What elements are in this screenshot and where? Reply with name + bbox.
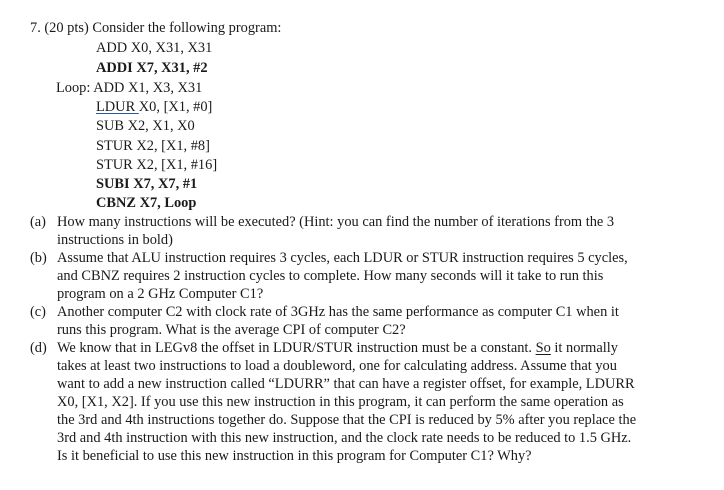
ldur-mnemonic: LDUR	[96, 99, 139, 115]
code-line-3	[56, 80, 202, 97]
part-d-line-1	[57, 340, 618, 357]
code-line-4	[96, 99, 212, 116]
part-d-line-3: want to add a new instruction called “LDURR” that can have a register offset, for example, LDURR	[57, 376, 635, 392]
part-d-line-7: Is it beneficial to use this new instruction in this program for Computer C1? Why?	[57, 448, 532, 464]
part-d-so-underlined: So	[535, 340, 551, 356]
part-b-line-3: program on a 2 GHz Computer C1?	[57, 286, 264, 302]
part-c-line-2: runs this program. What is the average CPI of computer C2?	[57, 322, 406, 338]
code-line-3-instr: ADD X1, X3, X31	[93, 80, 203, 96]
part-a-label: (a)	[30, 214, 46, 230]
ldur-operands: X0, [X1, #0]	[138, 99, 213, 115]
code-line-6: STUR X2, [X1, #8]	[96, 138, 210, 154]
part-d-line-1-post: it normally	[550, 340, 618, 356]
part-b-label: (b)	[30, 250, 47, 266]
code-line-2: ADDI X7, X31, #2	[96, 60, 208, 76]
code-line-1: ADD X0, X31, X31	[96, 40, 213, 56]
code-line-9: CBNZ X7, Loop	[96, 195, 197, 211]
code-line-8: SUBI X7, X7, #1	[96, 176, 198, 192]
part-a-line-1: How many instructions will be executed? (Hint: you can find the number of iterations from the 3	[57, 214, 615, 230]
part-d-line-1-pre: We know that in LEGv8 the offset in LDUR/STUR instruction must be a constant.	[57, 340, 536, 356]
part-b-line-1: Assume that ALU instruction requires 3 cycles, each LDUR or STUR instruction requires 5 cycles,	[57, 250, 628, 266]
code-line-5: SUB X2, X1, X0	[96, 118, 195, 134]
part-d-line-4: X0, [X1, X2]. If you use this new instruction in this program, it can perform the same operation as	[57, 394, 624, 410]
loop-label: Loop:	[56, 80, 91, 96]
part-d-label: (d)	[30, 340, 47, 356]
part-d-line-5: the 3rd and 4th instructions together do. Suppose that the CPI is reduced by 5% after you replace the	[57, 412, 637, 428]
part-c-label: (c)	[30, 304, 46, 320]
part-d-line-6: 3rd and 4th instruction with this new instruction, and the clock rate needs to be reduced to 1.5 GHz.	[57, 430, 632, 446]
part-d-line-2: takes at least two instructions to load a doubleword, one for calculating address. Assume that you	[57, 358, 617, 374]
part-a-line-2: instructions in bold)	[57, 232, 173, 248]
part-c-line-1: Another computer C2 with clock rate of 3GHz has the same performance as computer C1 when it	[57, 304, 619, 320]
question-heading: 7. (20 pts) Consider the following program:	[30, 20, 282, 36]
code-line-7: STUR X2, [X1, #16]	[96, 157, 218, 173]
part-b-line-2: and CBNZ requires 2 instruction cycles to complete. How many seconds will it take to run this	[57, 268, 604, 284]
